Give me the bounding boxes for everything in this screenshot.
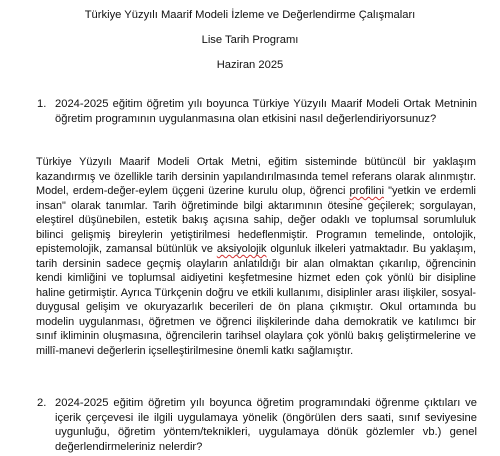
document-title: Türkiye Yüzyılı Maarif Modeli İzleme ve Değerlendirme Çalışmaları [84,9,416,21]
answer-1-part-1: Türkiye Yüzyılı Maarif Modeli Ortak Metni, eğitim sisteminde bütüncül bir yaklaşım kazandırmış ve özellikle tarih dersinin yapılandırılmasında temel referans olarak alınmıştır. Model, erdem-değer-eylem üçgeni üzerine kurulu olup, öğrenci [36,156,476,197]
question-1-text: 2024-2025 eğitim öğretim yılı boyunca Türkiye Yüzyılı Maarif Modeli Ortak Metninin öğretim programının uygulanmasına olan etkisini nasıl değerlendiriyorsunuz? [55,98,477,125]
spellcheck-word-aksiyolojik[interactable]: aksiyolojik [216,243,267,255]
document-date: Haziran 2025 [216,59,284,71]
question-1-number: 1. [37,98,47,110]
spellcheck-word-profilini[interactable]: profilini [349,185,385,197]
program-name: Lise Tarih Programı [201,34,299,46]
question-2-text: 2024-2025 eğitim öğretim yılı boyunca öğretim programındaki öğrenme çıktıları ve içerik çerçevesi ile ilgili uygulamaya yönelik (öngörülen ders saati, sınıf seviyesine uygunluğu, öğretim yöntem/teknikleri, uygulamaya dönük gözlemler vb.) genel değerlendirmeleriniz nelerdir? [55,397,477,453]
question-2-number: 2. [37,397,47,409]
answer-1-part-3: olgunluk ilkeleri yatmaktadır. Bu yaklaşım, tarih dersinin sadece geçmiş olayların anlatıldığı bir alan olmaktan çıkarılıp, öğrencinin kendi kimliğini ve toplumsal aidiyetini keşfetmesine hizmet eden çok yönlü bir disipline haline getirmiştir. Ayrıca Türkçenin doğru ve etkili kullanımı, disiplinler arası ilişkiler, sosyal-duygusal gelişim ve okuryazarlık becerileri de ön plana çıkmıştır. Okul ortamında bu modelin uygulanması, öğretmen ve öğrenci ilişkilerinde daha demokratik ve katılımcı bir sınıf ikliminin oluşmasına, öğrencilerin tarihsel olaylara çok yönlü bakış geliştirmelerine ve millî-manevi değerlerin içselleştirilmesine önemli katkı sağlamıştır. [36,243,476,357]
answer-1-part-2: "yetkin ve erdemli insan" olarak tanımlar. Tarih öğretiminde bilgi aktarımının ötesine geçilerek; sorgulayan, eleştirel düşünebilen, estetik bakış açısına sahip, değer odaklı ve toplumsal sorumluluk bilinci gelişmiş bireylerin yetiştirilmesi hedeflenmiştir. Programın temelinde, ontolojik, epistemolojik, zamansal bütünlük ve [36,185,476,255]
answer-1-paragraph [36,155,476,358]
